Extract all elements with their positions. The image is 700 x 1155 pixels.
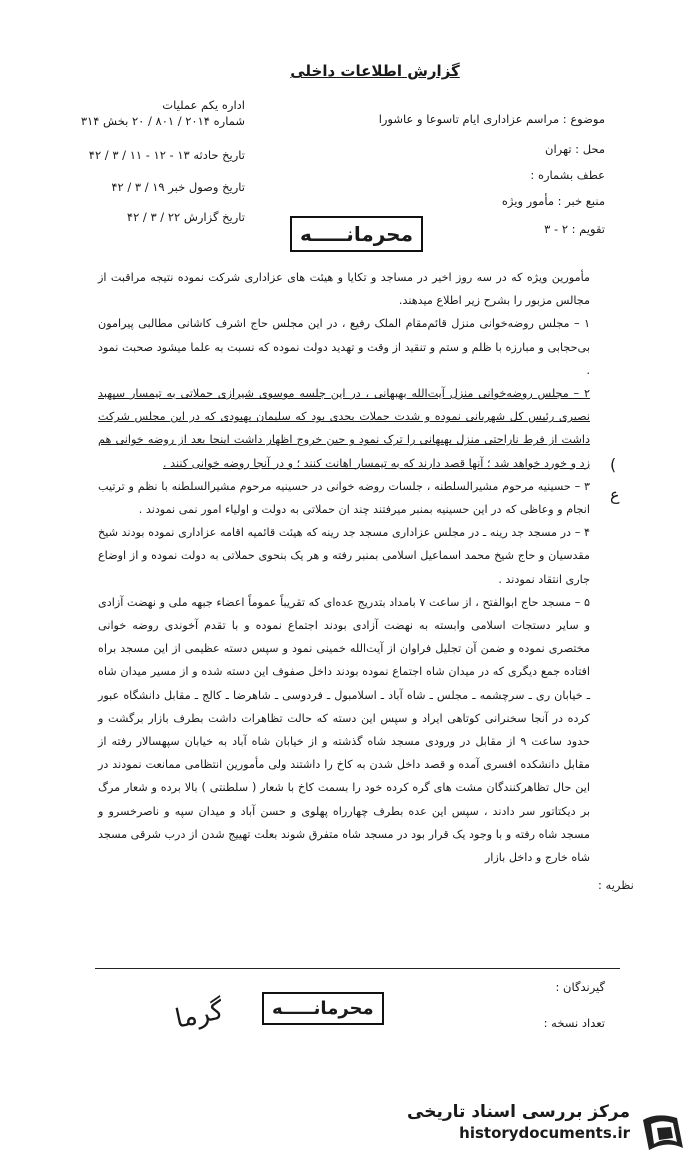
signature: گرما [172, 995, 227, 1035]
item-3-paragraph: ۳ – حسینیه مرحوم مشیرالسلطنه ، جلسات روضه خوانی در حسینیه مرحوم مشیرالسلطنه با نظم و ترتیب انجام و وعاظی که در این حسینیه بمنبر میرفتند چند ان حملاتی به دولت و اولیاء امور نمی نمودند . [98, 479, 590, 517]
rating-line: تقویم : ۲ - ۳ [544, 222, 605, 236]
document-title: گزارش اطلاعات داخلی [290, 62, 460, 80]
intro-paragraph: مأمورین ویژه که در سه روز اخیر در مساجد و تکایا و هیئت های عزاداری شرکت نموده نتیجه مراقبت از مجالس مزبور را بشرح زیر اطلاع میدهند. [98, 271, 590, 308]
department-line: اداره یکم عملیات [162, 98, 245, 112]
reference-line: عطف بشماره : [530, 168, 605, 182]
recipients-label: گیرندگان : [555, 980, 605, 994]
report-date-line: تاریخ گزارش ۲۲ / ۳ / ۴۲ [126, 210, 245, 224]
number-line: شماره ۲۰۱۴ / ۸۰۱ / ۲۰ بخش ۳۱۴ [80, 114, 245, 128]
event-date-line: تاریخ حادثه ۱۳ - ۱۲ - ۱۱ / ۳ / ۴۲ [88, 148, 245, 162]
archive-url: historydocuments.ir [459, 1124, 630, 1142]
margin-mark-one: ) [610, 455, 617, 474]
received-date-line: تاریخ وصول خبر ۱۹ / ۳ / ۴۲ [111, 180, 245, 194]
confidential-stamp-footer: محرمانـــــه [262, 992, 384, 1025]
location-line: محل : تهران [545, 142, 605, 156]
source-line: منبع خبر : مأمور ویژه [501, 194, 605, 208]
footer-divider [95, 968, 620, 969]
copies-label: تعداد نسخه : [543, 1016, 605, 1030]
report-body [98, 266, 590, 869]
item-5-paragraph: ۵ – مسجد حاج ابوالفتح ، از ساعت ۷ بامداد بتدریج عده‌ای که تقریباً عموماً اعضاء جبهه ملی و نهضت آزادی و سایر دستجات اسلامی وابسته به نهضت آزادی بودند اجتماع نموده و با تقدم آخوندی روضه خوانی مختصری نموده و ضمن آن تجلیل فراوان از آیت‌الله خمینی نمود و سپس دسته عظیمی از این مسجد براه افتاده جمع دیگری که در میدان شاه اجتماع نموده بودند داخل صفوف این دسته شده و از مسیر میدان شاه ـ خیابان ری ـ سرچشمه ـ مجلس ـ شاه آباد ـ اسلامبول ـ فردوسی ـ شاهرضا ـ کالج ـ مقابل دانشگاه عبور کرده در آنجا سخنرانی کوتاهی ایراد و سپس این دسته که حالت تظاهرات داشت بطرف بازار برگشت و حدود ساعت ۹ از مقابل در ورودی مسجد شاه گذشته و از خیابان شاه آباد به خیابان سپهسالار رفته از مقابل دانشکده افسری آمده و قصد داخل شدن به کاخ را داشتند ولی مأمورین انتظامی ممانعت نمودند در این حال تظاهرکنندگان مشت های گره کرده خود را بسمت کاخ با شعار ( سلطنتی ) بالا برده و شعار مرگ بر دیکتاتور سر دادند ، سپس این عده بطرف چهارراه پهلوی و حسن آباد و میدان سپه و ناصرخسرو و مسجد شاه رفته و با وجود یک قرار بود در مسجد شاه متفرق شوند بعلت تهییج شدن از درب شرقی مسجد شاه خارج و داخل بازار [98, 595, 590, 865]
archive-logo-icon [637, 1110, 692, 1155]
analysis-label: نظریه : [598, 878, 634, 892]
item-4-paragraph: ۴ – در مسجد جد رینه ـ در مجلس عزاداری مسجد جد رینه که هیئت قائمیه اقامه عزاداری نموده بودند شیخ مقدسیان و حاج شیخ محمد اسماعیل اسلامی بمنبر رفته و هر یک بنحوی حملاتی به دولت نموده و از اوضاع جاری انتقاد نمودند . [98, 526, 590, 586]
margin-mark-two: ع [610, 485, 620, 504]
item-1-paragraph: ۱ – مجلس روضه‌خوانی منزل قائم‌مقام الملک رفیع ، در این مجلس حاج اشرف کاشانی مطالبی پیرامون بی‌حجابی و مبارزه با ظلم و ستم و تنقید از وقت و تهدید دولت نموده که نسبت به علما میشود صحبت نمود . [98, 317, 590, 377]
confidential-stamp: محرمانـــــه [290, 216, 423, 252]
subject-line: موضوع : مراسم عزاداری ایام تاسوعا و عاشورا [378, 112, 605, 126]
archive-name: مرکز بررسی اسناد تاریخی [407, 1102, 630, 1122]
item-2-paragraph: ۲ – مجلس روضه‌خوانی منزل آیت‌الله بهبهانی ، در این جلسه موسوی شیرازی حملاتی به تیمسار سپهبد نصیری رئیس کل شهربانی نموده و شدت حملات بحدی بود که سلیمان بهبودی که در این مجلس شرکت داشت از فرط ناراحتی منزل بهبهانی را ترک نمود و حین خروج اظهار داشت اینجا بعد از روضه خوانی هم زد و خورد خواهد شد ؛ آنها قصد دارند که به تیمسار اهانت کنند ؛ و در آنجا روضه خوانی کنند . [98, 387, 590, 470]
